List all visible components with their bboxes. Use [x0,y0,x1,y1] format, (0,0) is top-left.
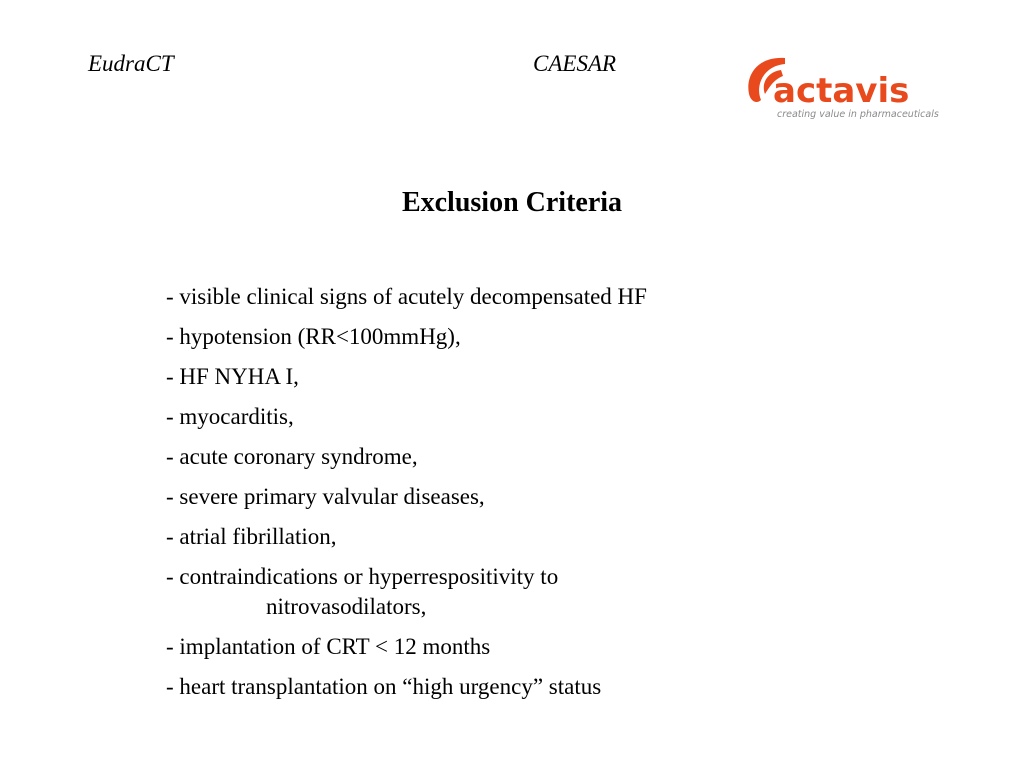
criterion-continuation-text: nitrovasodilators, [266,594,427,619]
list-item [166,672,647,702]
criterion-text: - myocarditis, [166,404,294,429]
list-item [166,562,647,622]
list-item [166,442,647,472]
exclusion-criteria-list [166,282,647,712]
criterion-text: - hypotension (RR<100mmHg), [166,324,461,349]
actavis-logo [745,50,945,122]
header-center-label: CAESAR [533,51,617,76]
criterion-text: - implantation of CRT < 12 months [166,634,491,659]
criterion-text: - atrial fibrillation, [166,524,337,549]
list-item [166,522,647,552]
list-item [166,322,647,352]
list-item [166,402,647,432]
list-item [166,482,647,512]
list-item [166,362,647,392]
criterion-text: - severe primary valvular diseases, [166,484,485,509]
criterion-text: - HF NYHA I, [166,364,299,389]
list-item [166,282,647,312]
criterion-text: - visible clinical signs of acutely decompensated HF [166,284,647,309]
list-item [166,632,647,662]
header-left-label: EudraCT [88,51,174,76]
criterion-text: - heart transplantation on “high urgency” status [166,674,602,699]
page-title: Exclusion Criteria [401,187,623,218]
criterion-text: - contraindications or hyperrespositivity to [166,564,559,589]
logo-tagline: creating value in pharmaceuticals [777,109,939,120]
criterion-text: - acute coronary syndrome, [166,444,418,469]
logo-wordmark: actavis [773,71,910,111]
